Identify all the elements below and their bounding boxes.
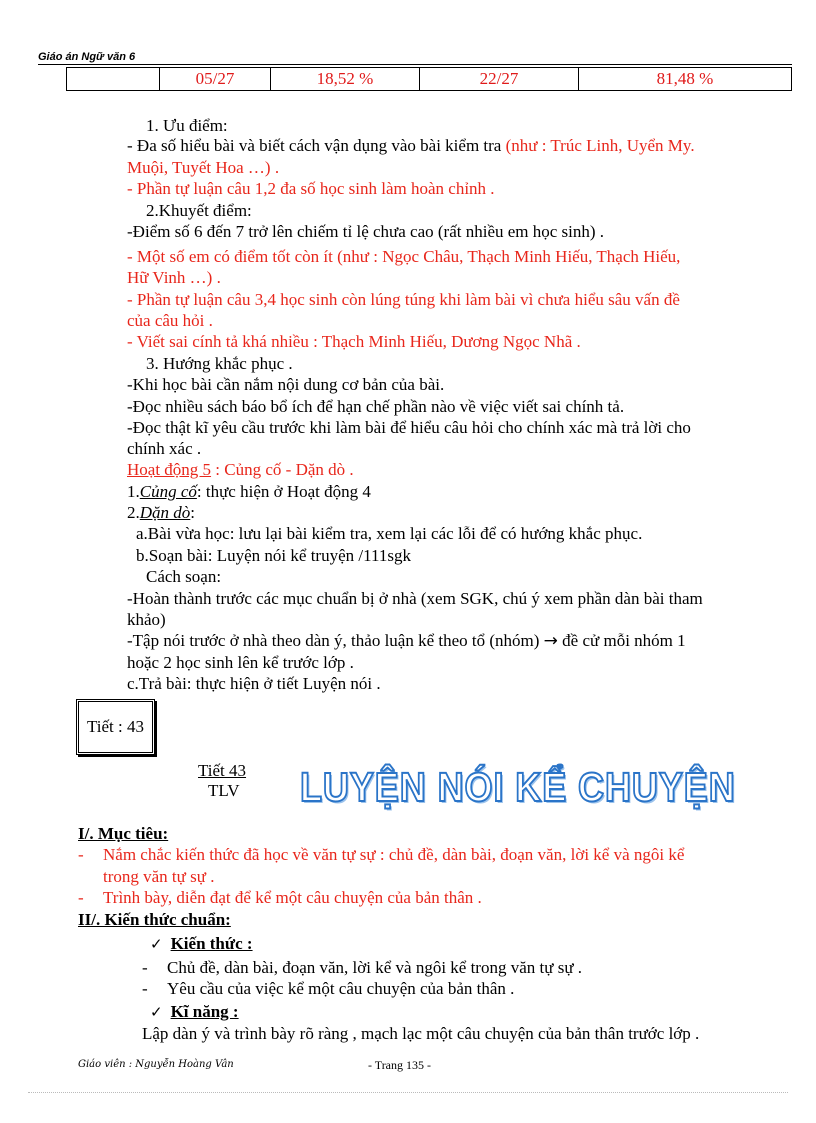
header-title: Giáo án Ngữ văn 6 [38,51,136,63]
uu-diem-line: Muội, Tuyết Hoa …) . [127,158,280,177]
table-cell [67,68,160,91]
objective-item: - Nắm chắc kiến thức đã học về văn tự sự : chủ đề, dàn bài, đoạn văn, lời kể và ngôi kể [78,845,685,864]
khuyet-diem-line: Hữ Vinh …) . [127,268,221,287]
cach-soan-line: -Hoàn thành trước các mục chuẩn bị ở nhà (xem SGK, chú ý xem phần dàn bài tham [127,589,703,608]
tiet-box [76,699,155,755]
dan-do-a: a.Bài vừa học: lưu lại bài kiểm tra, xem lại các lỗi để có hướng khắc phục. [136,524,643,543]
ki-nang-text: Lập dàn ý và trình bày rõ ràng , mạch lạc một câu chuyện của bản thân trước lớp . [142,1024,700,1043]
khuyet-diem-line: - Một số em có điểm tốt còn ít (như : Ngọc Châu, Thạch Minh Hiếu, Thạch Hiếu, [127,247,681,266]
table-cell: 18,52 % [271,68,420,91]
footer-teacher: Giáo viên : Nguyễn Hoàng Vân [78,1059,234,1070]
table-cell: 22/27 [420,68,579,91]
lesson-title: LUYỆN NÓI KỂ CHUYỆN [300,764,736,810]
tra-bai-line: c.Trả bài: thực hiện ở tiết Luyện nói . [127,674,381,693]
dan-do-b: b.Soạn bài: Luyện nói kể truyện /111sgk [136,546,411,565]
objectives-heading: I/. Mục tiêu: [78,824,169,843]
objective-item: - Trình bày, diễn đạt để kể một câu chuyện của bản thân . [78,888,482,907]
page-bottom-rule [28,1092,788,1093]
cach-soan-line: khảo) [127,610,166,629]
check-icon: ✓ [150,935,163,953]
khuyet-diem-heading: 2.Khuyết điểm: [146,201,252,220]
cach-soan-line: hoặc 2 học sinh lên kể trước lớp . [127,653,354,672]
ki-nang-heading: ✓ Kĩ năng : [150,1002,239,1021]
activity-5-heading: Hoạt động 5 : Củng cố - Dặn dò . [127,460,354,479]
khuyet-diem-line: của câu hỏi . [127,311,213,330]
huong-khac-phuc-line: chính xác . [127,439,202,458]
table-cell: 81,48 % [579,68,792,91]
cung-co-line: 1.Củng cố: thực hiện ở Hoạt động 4 [127,482,371,501]
huong-khac-phuc-line: -Đọc nhiều sách báo bổ ích để hạn chế phần nào về việc viết sai chính tả. [127,397,625,416]
header-rule [38,64,792,65]
khuyet-diem-line: - Phần tự luận câu 3,4 học sinh còn lúng túng khi làm bài vì chưa hiểu sâu vấn đề [127,290,680,309]
tiet-box-label: Tiết : 43 [86,717,144,736]
huong-khac-phuc-line: -Đọc thật kĩ yêu cầu trước khi làm bài để hiểu câu hỏi cho chính xác mà trả lời cho [127,418,691,437]
knowledge-heading: II/. Kiến thức chuẩn: [78,910,231,929]
khuyet-diem-line: -Điểm số 6 đến 7 trở lên chiếm tỉ lệ chưa cao (rất nhiều em học sinh) . [127,222,605,241]
cach-soan-line: -Tập nói trước ở nhà theo dàn ý, thảo luận kể theo tổ (nhóm) → đề cử mỗi nhóm 1 [127,631,686,651]
kien-thuc-heading: ✓ Kiến thức : [150,934,253,953]
kien-thuc-item: - Chủ đề, dàn bài, đoạn văn, lời kể và ngôi kể trong văn tự sự . [142,958,583,977]
uu-diem-line: - Phần tự luận câu 1,2 đa số học sinh làm hoàn chỉnh . [127,179,495,198]
lesson-tiet: Tiết 43 [198,761,247,780]
khuyet-diem-line: - Viết sai cính tả khá nhiều : Thạch Minh Hiếu, Dương Ngọc Nhã . [127,332,581,351]
dan-do-line: 2.Dặn dò: [127,503,196,522]
uu-diem-line: - Đa số hiểu bài và biết cách vận dụng vào bài kiểm tra (như : Trúc Linh, Uyển My. [127,136,695,155]
cach-soan-heading: Cách soạn: [146,567,222,586]
objective-item: trong văn tự sự . [103,867,215,886]
huong-khac-phuc-line: -Khi học bài cần nắm nội dung cơ bản của bài. [127,375,445,394]
uu-diem-heading: 1. Ưu điểm: [146,116,228,135]
huong-khac-phuc-heading: 3. Hướng khắc phục . [146,354,293,373]
stats-table [66,67,792,91]
lesson-tlv: TLV [208,781,240,800]
arrow-right-icon: → [543,631,558,651]
table-row [67,68,792,91]
table-cell: 05/27 [160,68,271,91]
kien-thuc-item: - Yêu cầu của việc kể một câu chuyện của bản thân . [142,979,515,998]
check-icon: ✓ [150,1003,163,1021]
footer-page-number: - Trang 135 - [368,1058,432,1072]
